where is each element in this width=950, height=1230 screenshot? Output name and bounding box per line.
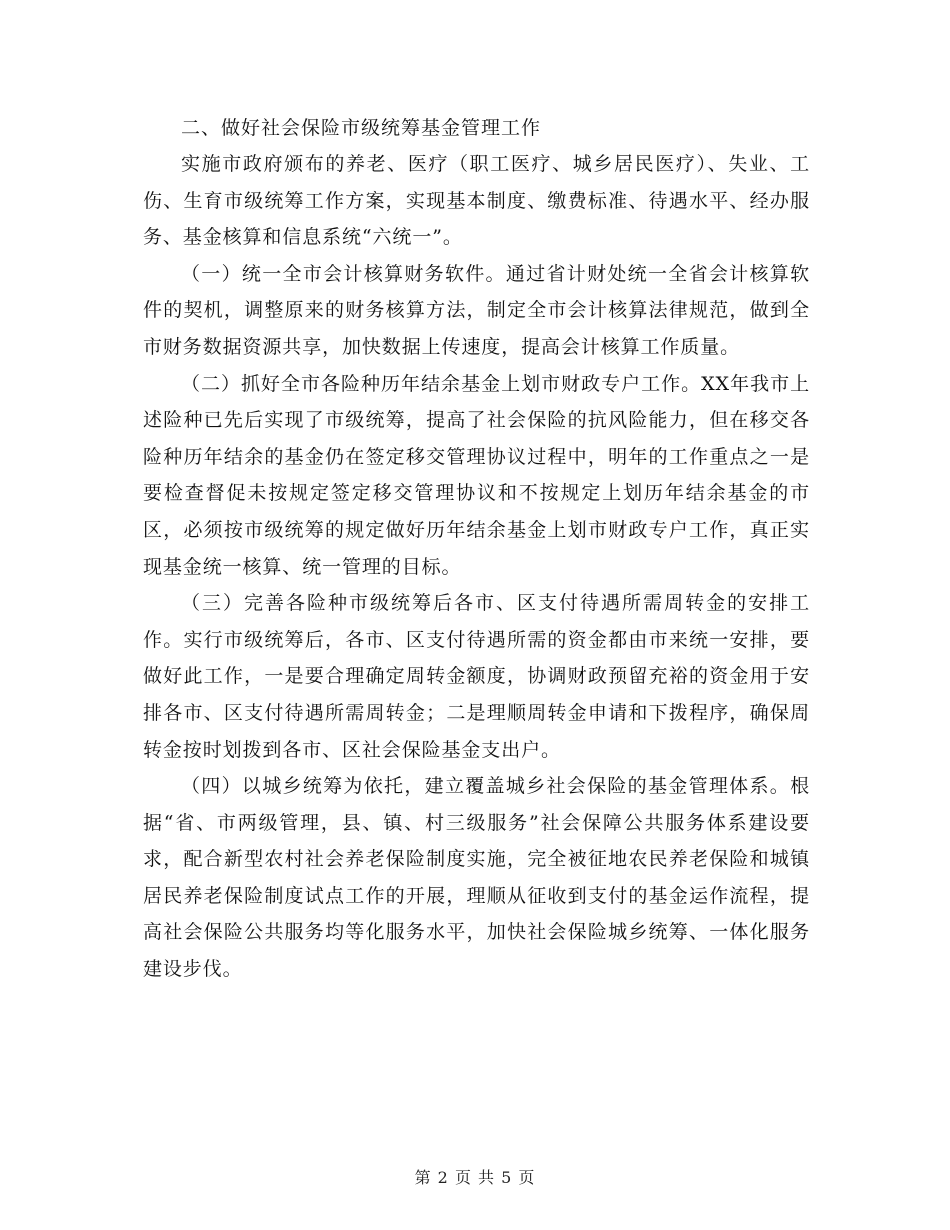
paragraph-intro: 实施市政府颁布的养老、医疗（职工医疗、城乡居民医疗）、失业、工伤、生育市级统筹工作方案，实现基本制度、缴费标准、待遇水平、经办服务、基金核算和信息系统“六统一”。	[143, 153, 810, 249]
document-body	[143, 110, 810, 988]
page-footer	[0, 1165, 950, 1188]
page-number-label: 第 2 页 共 5 页	[414, 1168, 536, 1187]
paragraph-item-2: （二）抓好全市各险种历年结余基金上划市财政专户工作。XX年我市上述险种已先后实现了市级统筹，提高了社会保险的抗风险能力，但在移交各险种历年结余的基金仍在签定移交管理协议过程中，明年的工作重点之一是要检查督促未按规定签定移交管理协议和不按规定上划历年结余基金的市区，必须按市级统筹的规定做好历年结余基金上划市财政专户工作，真正实现基金统一核算、统一管理的目标。	[143, 372, 810, 578]
section-heading: 二、做好社会保险市级统筹基金管理工作	[181, 117, 542, 139]
paragraph-item-4: （四）以城乡统筹为依托，建立覆盖城乡社会保险的基金管理体系。根据“省、市两级管理，县、镇、村三级服务”社会保障公共服务体系建设要求，配合新型农村社会养老保险制度实施，完全被征地农民养老保险和城镇居民养老保险制度试点工作的开展，理顺从征收到支付的基金运作流程，提高社会保险公共服务均等化服务水平，加快社会保险城乡统筹、一体化服务建设步伐。	[143, 775, 810, 981]
paragraph-item-3: （三）完善各险种市级统筹后各市、区支付待遇所需周转金的安排工作。实行市级统筹后，各市、区支付待遇所需的资金都由市来统一安排，要做好此工作，一是要合理确定周转金额度，协调财政预留充裕的资金用于安排各市、区支付待遇所需周转金；二是理顺周转金申请和下拨程序，确保周转金按时划拨到各市、区社会保险基金支出户。	[143, 592, 810, 761]
paragraph-item-1: （一）统一全市会计核算财务软件。通过省计财处统一全省会计核算软件的契机，调整原来的财务核算方法，制定全市会计核算法律规范，做到全市财务数据资源共享，加快数据上传速度，提高会计核算工作质量。	[143, 262, 810, 358]
